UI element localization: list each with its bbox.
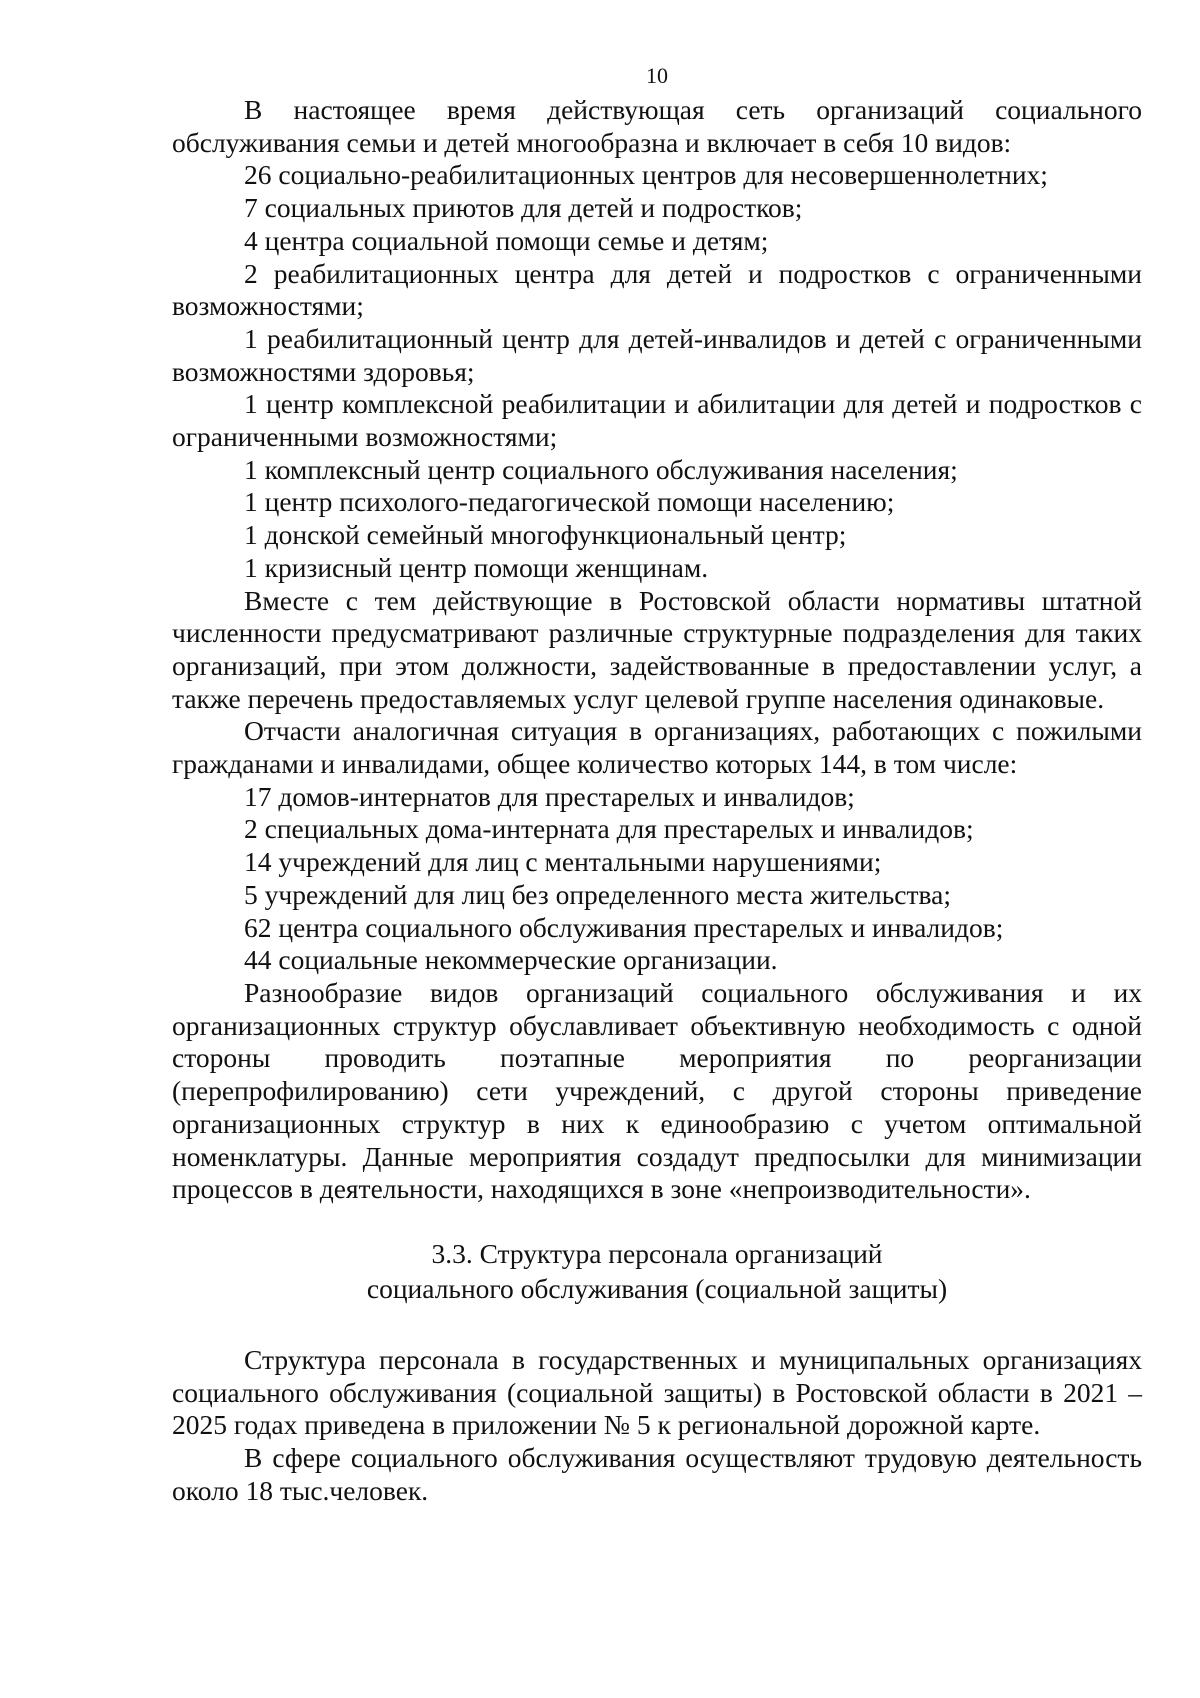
list-item: 7 социальных приютов для детей и подростков; [244, 192, 803, 224]
workforce-paragraph: В сфере социального обслуживания осуществляют трудовую деятельность около 18 тыс.человек. [172, 1442, 1142, 1506]
family-organizations-list [172, 159, 1142, 584]
list-item: 1 реабилитационный центр для детей-инвалидов и детей с ограниченными возможностями здоровья; [172, 322, 1142, 387]
list-item: 26 социально-реабилитационных центров для несовершеннолетних; [244, 159, 1048, 191]
norms-paragraph: Вместе с тем действующие в Ростовской области нормативы штатной численности предусматривают различные структурные подразделения для таких организаций, при этом должности, задействованные в предоставлении услуг, а также перечень предоставляемых услуг целевой группе населения одинаковые. [172, 584, 1142, 714]
list-item: 14 учреждений для лиц с ментальными нарушениями; [244, 846, 882, 878]
section-heading-line-1: 3.3. Структура персонала организаций [431, 1237, 883, 1269]
page-number: 10 [646, 63, 668, 88]
document-page [172, 60, 1142, 1507]
list-item: 5 учреждений для лиц без определенного места жительства; [244, 878, 951, 910]
list-item: 62 центра социального обслуживания престарелых и инвалидов; [244, 911, 1004, 943]
list-item: 1 донской семейный многофункциональный центр; [244, 519, 847, 551]
section-heading-line-2: социального обслуживания (социальной защиты) [366, 1272, 948, 1304]
list-item: 44 социальные некоммерческие организации. [244, 944, 778, 976]
list-item: 2 специальных дома-интерната для престарелых и инвалидов; [244, 813, 974, 845]
elderly-paragraph: Отчасти аналогичная ситуация в организациях, работающих с пожилыми гражданами и инвалидами, общее количество которых 144, в том числе: [172, 715, 1142, 780]
list-item: 1 кризисный центр помощи женщинам. [244, 551, 709, 583]
structure-paragraph: Структура персонала в государственных и муниципальных организациях социального обслуживания (социальной защиты) в Ростовской области в 2021 – 2025 годах приведена в приложении № 5 к региональной дорожной карте. [172, 1343, 1142, 1441]
list-item: 4 центра социальной помощи семье и детям; [244, 224, 769, 256]
list-item: 17 домов-интернатов для престарелых и инвалидов; [244, 780, 855, 812]
intro-paragraph: В настоящее время действующая сеть организаций социального обслуживания семьи и детей многообразна и включает в себя 10 видов: [172, 94, 1142, 158]
list-item: 2 реабилитационных центра для детей и подростков с ограниченными возможностями; [172, 257, 1142, 322]
list-item: 1 центр комплексной реабилитации и абилитации для детей и подростков с ограниченными возможностями; [172, 388, 1142, 453]
section-heading [172, 1236, 1142, 1306]
diversity-paragraph: Разнообразие видов организаций социального обслуживания и их организационных структур обуславливает объективную необходимость с одной стороны проводить поэтапные мероприятия по реорганизации (перепрофилированию) сети учреждений, с другой стороны приведение организационных структур в них к единообразию с учетом оптимальной номенклатуры. Данные мероприятия создадут предпосылки для минимизации процессов в деятельности, находящихся в зоне «непроизводительности». [172, 976, 1142, 1205]
list-item: 1 центр психолого-педагогической помощи населению; [244, 486, 895, 518]
list-item: 1 комплексный центр социального обслуживания населения; [244, 453, 958, 485]
elderly-organizations-list [172, 781, 1142, 977]
